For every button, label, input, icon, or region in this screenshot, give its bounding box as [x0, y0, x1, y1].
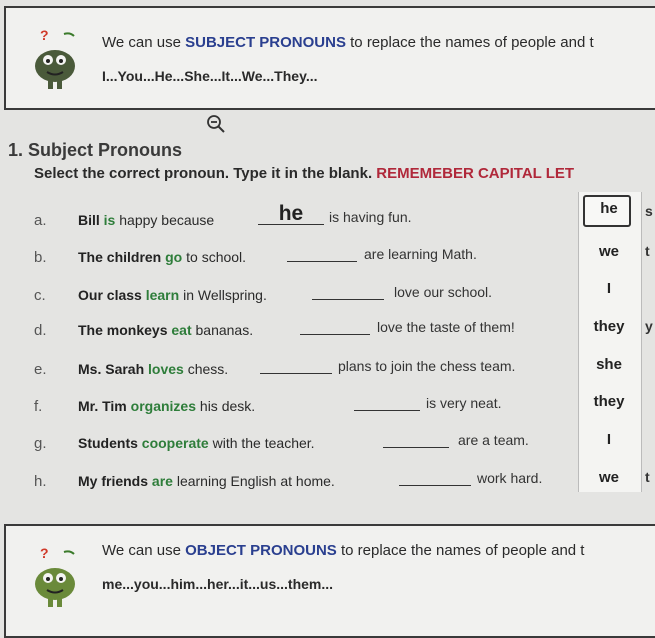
pronoun-list: me...you...him...her...it...us...them... — [102, 576, 334, 592]
answer-blank[interactable] — [354, 388, 420, 411]
object-pronoun-info-box — [4, 524, 655, 638]
info-text: We can use SUBJECT PRONOUNS to replace the names of people and t — [102, 34, 594, 51]
answer-option[interactable]: they — [593, 393, 625, 410]
answer-blank[interactable] — [383, 425, 449, 448]
answer-option[interactable]: he — [600, 200, 618, 217]
question-subject: The children — [78, 249, 162, 265]
question-rest: his desk. — [196, 398, 256, 414]
question-row — [0, 284, 580, 317]
answer-blank[interactable] — [287, 239, 357, 262]
question-continuation: plans to join the chess team. — [338, 358, 516, 374]
question-verb: is — [103, 212, 116, 228]
question-sentence — [78, 322, 253, 338]
question-rest: learning English at home. — [172, 473, 335, 489]
question-continuation: is very neat. — [426, 395, 502, 411]
question-subject: Our class — [78, 287, 142, 303]
question-rest: to school. — [182, 249, 247, 265]
question-rest: bananas. — [191, 322, 254, 338]
question-letter: h. — [34, 473, 47, 490]
question-row — [0, 202, 580, 242]
answer-option[interactable]: we — [598, 243, 619, 260]
answer-blank[interactable] — [399, 463, 471, 486]
question-subject: The monkeys — [78, 322, 168, 338]
question-subject: Mr. Tim — [78, 398, 127, 414]
question-continuation: are a team. — [458, 432, 529, 448]
answer-option[interactable]: I — [606, 431, 612, 448]
question-row — [0, 470, 580, 503]
question-sentence — [78, 212, 214, 228]
question-rest: in Wellspring. — [179, 287, 267, 303]
answer-blank[interactable]: he — [258, 202, 324, 225]
question-subject: Ms. Sarah — [78, 361, 145, 377]
question-subject: My friends — [78, 473, 149, 489]
question-sentence — [78, 435, 315, 451]
zoom-out-icon[interactable] — [206, 114, 226, 134]
answer-blank[interactable] — [260, 351, 332, 374]
question-continuation: is having fun. — [329, 209, 412, 225]
question-continuation: work hard. — [477, 470, 543, 486]
question-letter: f. — [34, 398, 43, 415]
question-verb: loves — [148, 361, 184, 377]
question-sentence — [78, 249, 246, 265]
question-verb: go — [165, 249, 183, 265]
answer-blank[interactable] — [300, 312, 370, 335]
question-continuation: are learning Math. — [364, 246, 477, 262]
question-row — [0, 246, 580, 279]
cropped-text-fragment: t — [645, 243, 650, 259]
answer-blank[interactable] — [312, 277, 384, 300]
question-continuation: love our school. — [394, 284, 493, 300]
instructions: Select the correct pronoun. Type it in the blank. REMEMEBER CAPITAL LET — [34, 165, 575, 182]
question-sentence — [78, 287, 267, 303]
answer-option[interactable]: we — [598, 469, 619, 486]
info-text: We can use OBJECT PRONOUNS to replace the names of people and t — [102, 542, 585, 559]
answer-option[interactable]: I — [606, 280, 612, 297]
question-row — [0, 319, 580, 352]
answer-option[interactable]: she — [596, 356, 622, 373]
question-letter: d. — [34, 322, 47, 339]
question-sentence — [78, 398, 255, 414]
question-letter: c. — [34, 287, 46, 304]
question-verb: cooperate — [141, 435, 209, 451]
svg-text:?: ? — [40, 28, 49, 43]
question-row — [0, 395, 580, 428]
question-rest: happy because — [115, 212, 215, 228]
question-verb: organizes — [130, 398, 197, 414]
question-continuation: love the taste of them! — [377, 319, 515, 335]
question-letter: b. — [34, 249, 47, 266]
pronoun-list: I...You...He...She...It...We...They... — [102, 68, 318, 84]
subject-pronoun-info-box — [4, 6, 655, 110]
question-rest: with the teacher. — [208, 435, 315, 451]
question-verb: eat — [171, 322, 192, 338]
monster-mascot-icon — [28, 546, 82, 610]
question-sentence — [78, 473, 335, 489]
question-rest: chess. — [183, 361, 229, 377]
cropped-text-fragment: t — [645, 469, 650, 485]
question-verb: learn — [145, 287, 180, 303]
svg-text:?: ? — [40, 546, 49, 561]
question-letter: a. — [34, 212, 47, 229]
answer-option[interactable]: they — [593, 318, 625, 335]
question-verb: are — [151, 473, 173, 489]
question-subject: Students — [78, 435, 138, 451]
question-row — [0, 432, 580, 465]
section-title: 1. Subject Pronouns — [8, 140, 183, 160]
question-subject: Bill — [78, 212, 100, 228]
question-sentence — [78, 361, 228, 377]
question-letter: g. — [34, 435, 47, 452]
question-letter: e. — [34, 361, 47, 378]
question-row — [0, 358, 580, 391]
monster-mascot-icon — [28, 28, 82, 92]
cropped-text-fragment: y — [645, 318, 653, 334]
cropped-text-fragment: s — [645, 203, 653, 219]
